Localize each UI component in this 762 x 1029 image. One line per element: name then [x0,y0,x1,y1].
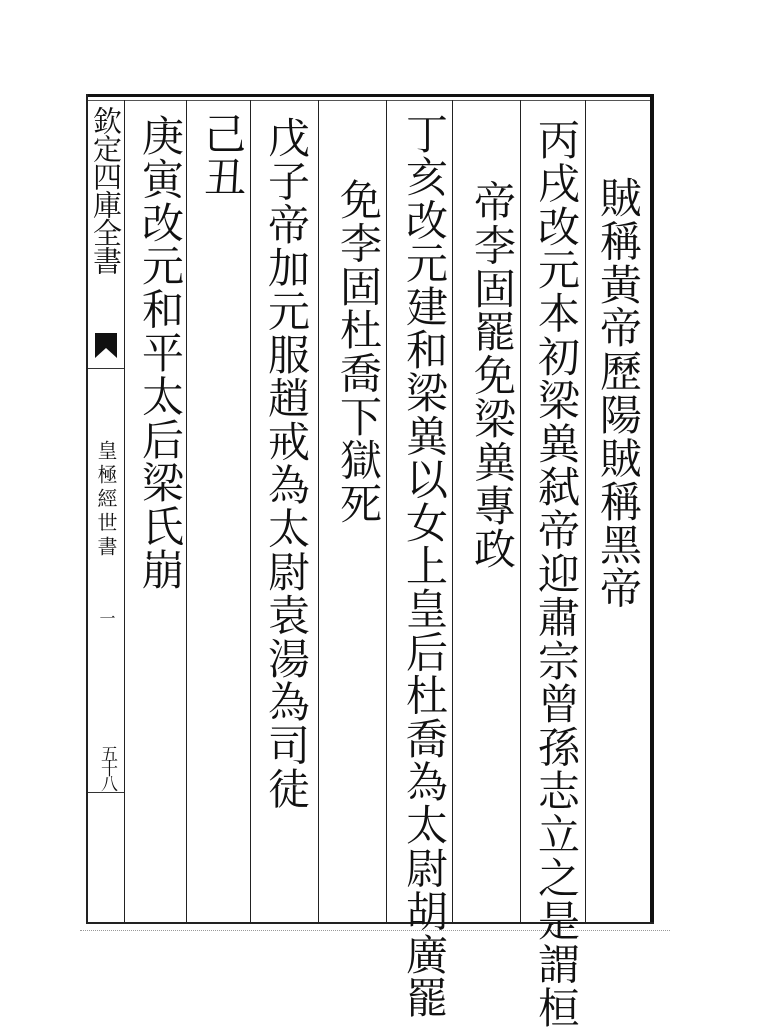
margin-divider [88,368,124,369]
fishtail-mark-icon [94,332,118,360]
frame-top-inner-line [88,100,650,101]
page-margin-column [88,100,124,922]
collection-title: 欽定四庫全書 [89,106,123,274]
column-rule [386,100,387,922]
column-rule [318,100,319,922]
column-rule [250,100,251,922]
margin-divider [88,792,124,793]
text-column: 免李固杜喬下獄死 [334,178,383,526]
column-rule [585,100,586,922]
text-column: 丙戌改元本初梁兾弑帝迎肅宗曾孫志立之是謂桓 [532,118,581,1029]
column-rule [452,100,453,922]
juan-number: 一 [97,610,116,626]
frame-right-border [650,96,654,924]
frame-top-border [88,94,654,97]
text-column: 己丑 [198,112,247,199]
text-column: 賊稱黃帝歷陽賊稱黑帝 [594,176,643,610]
text-column: 戊子帝加元服趙戒為太尉袁湯為司徒 [262,116,311,811]
column-rule [186,100,187,922]
column-rule [124,100,125,922]
text-column: 庚寅改元和平太后梁氏崩 [136,114,185,592]
book-title: 皇極經世書 [94,440,118,560]
text-column: 帝李固罷免梁兾專政 [468,180,517,571]
folio-number: 五十八 [97,745,117,790]
text-column: 丁亥改元建和梁兾以女上皇后杜喬為太尉胡廣罷 [400,112,449,1020]
column-rule [520,100,521,922]
